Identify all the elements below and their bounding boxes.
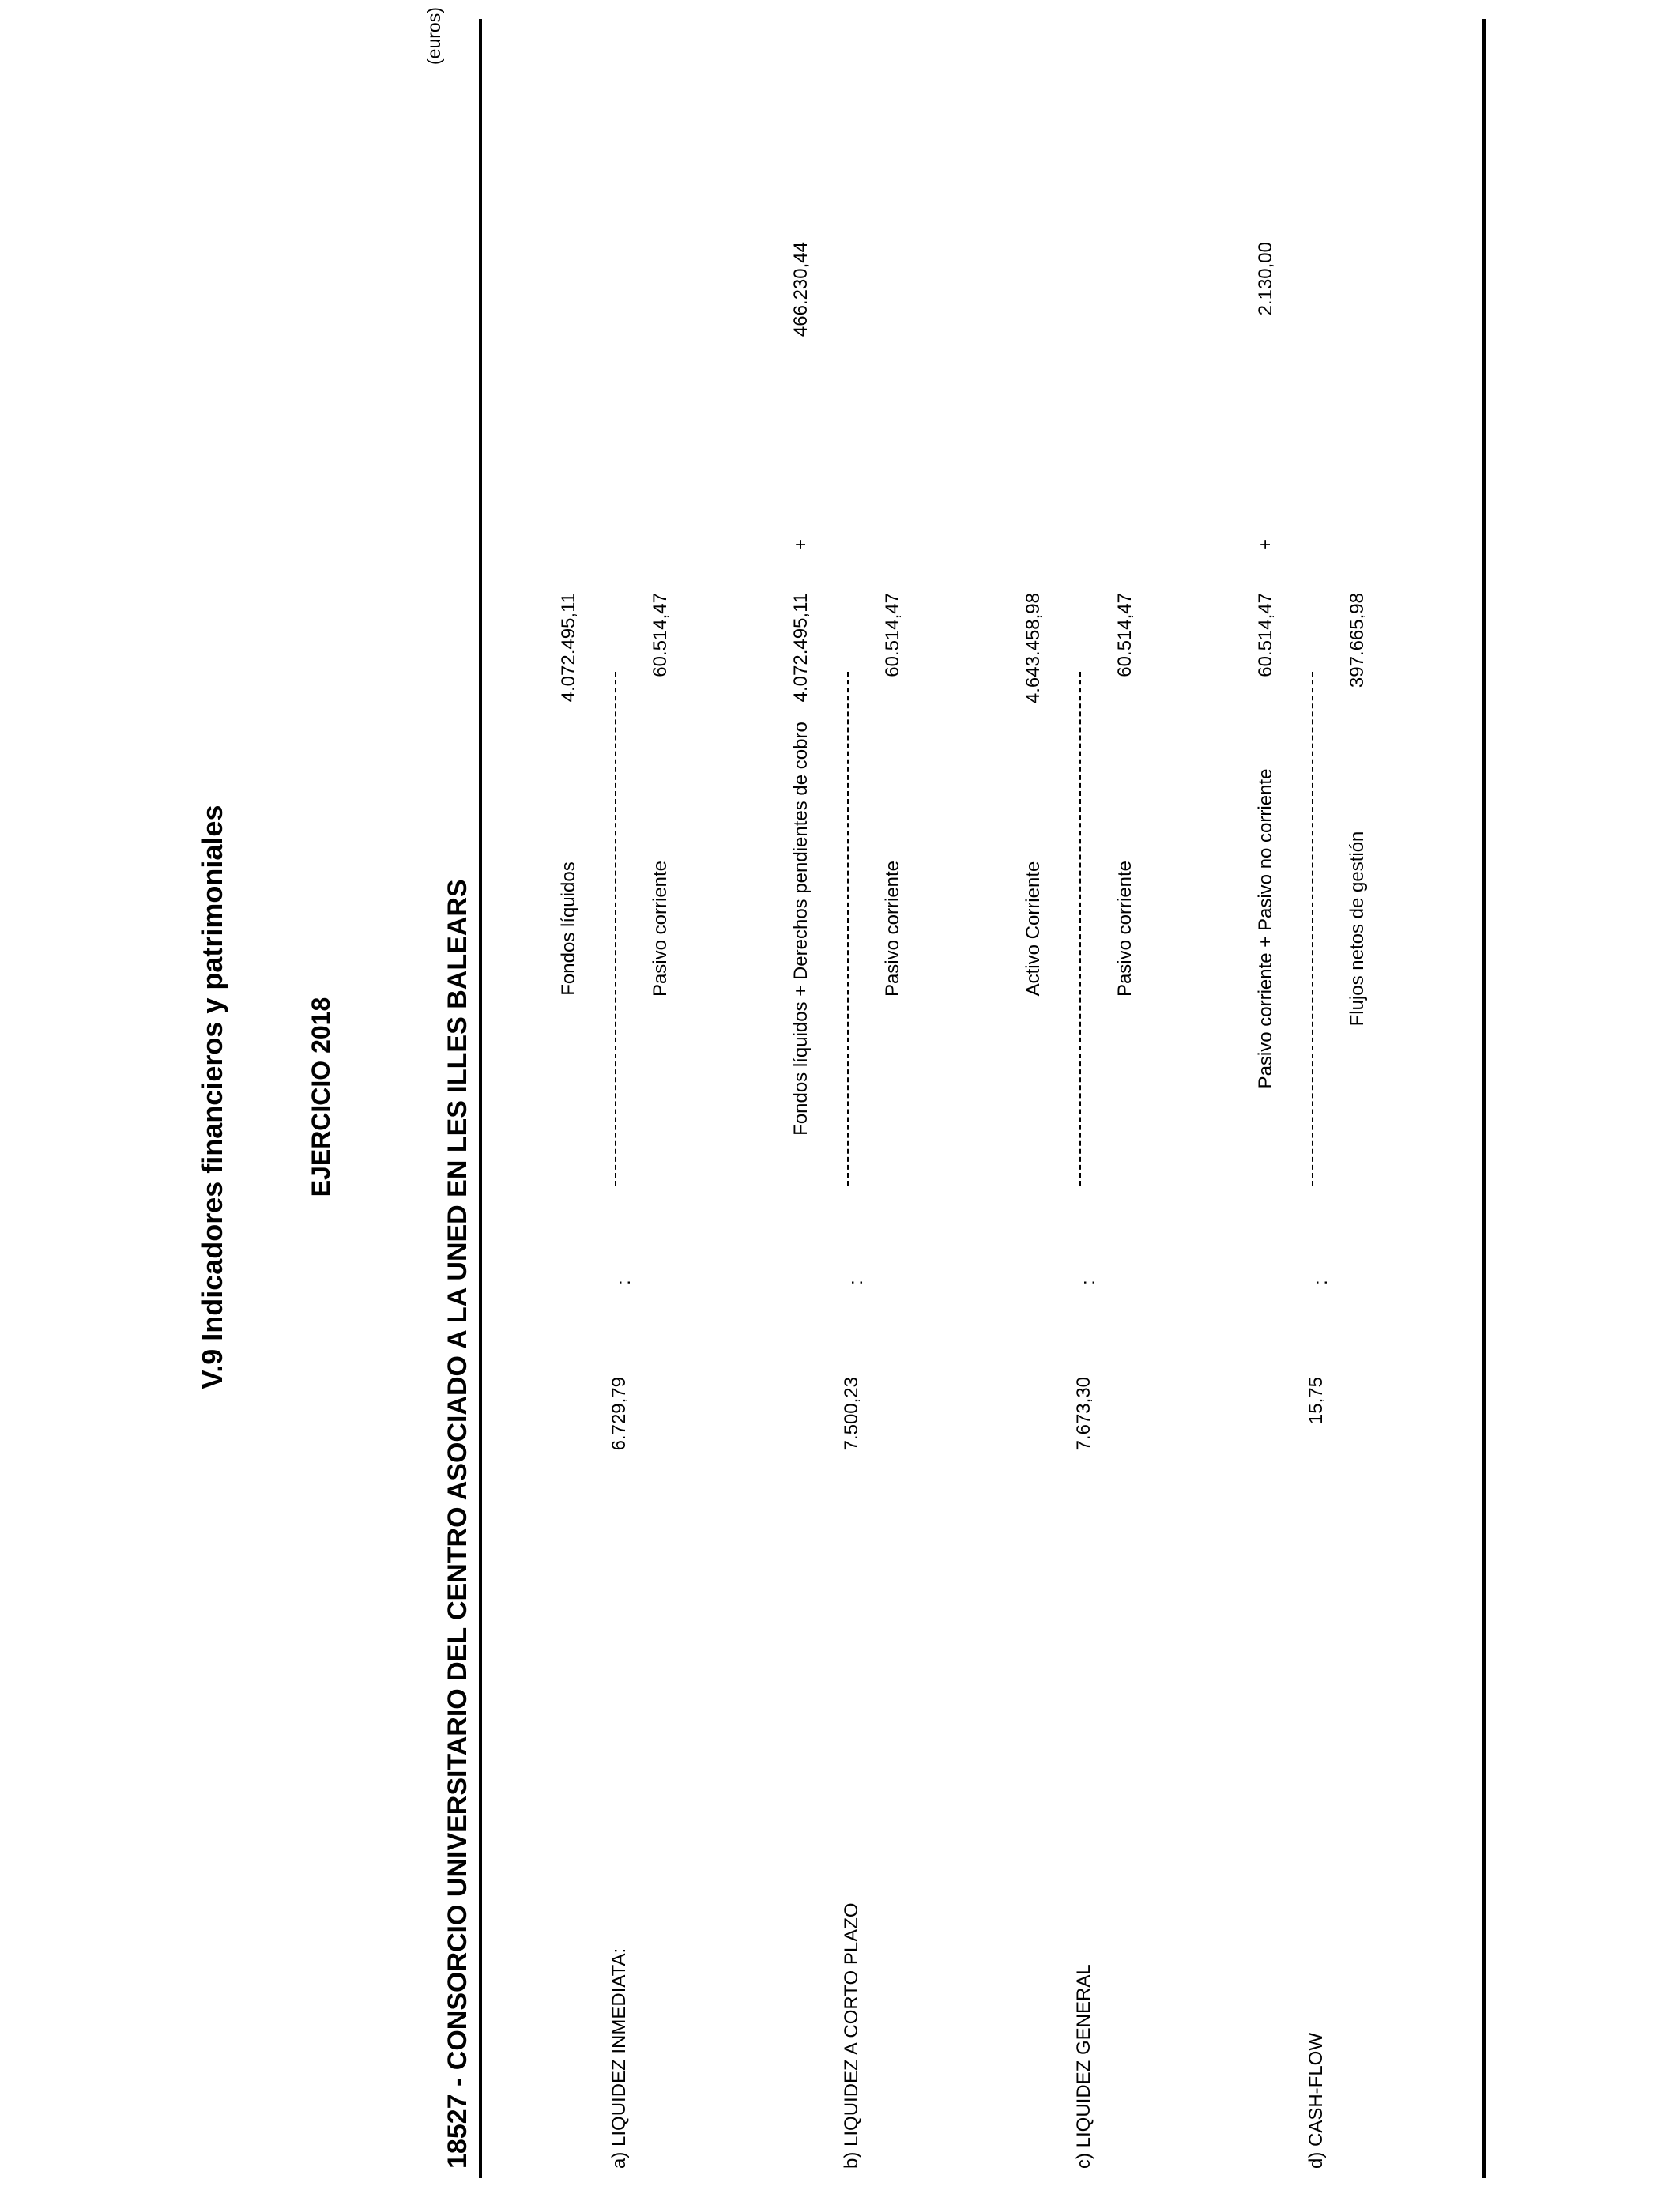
numerator-value-2: 466.230,44 <box>790 242 812 337</box>
denominator-value: 60.514,47 <box>650 593 671 677</box>
indicator-label: a) LIQUIDEZ INMEDIATA: <box>608 1947 630 2169</box>
denominator-value: 397.665,98 <box>1347 593 1368 688</box>
fraction-line <box>1079 672 1081 1186</box>
entity-name: 18527 - CONSORCIO UNIVERSITARIO DEL CENTRO ASOCIADO A LA UNED EN LES ILLES BALEARS <box>443 879 473 2169</box>
indicator-colon: : <box>846 1280 867 1285</box>
fraction-line <box>615 672 616 1186</box>
units-label: (euros) <box>424 7 444 65</box>
denominator-label: Pasivo corriente <box>650 860 671 997</box>
indicator-label: d) CASH-FLOW <box>1305 2032 1327 2169</box>
numerator-value-2: 2.130,00 <box>1255 242 1276 316</box>
indicator-result: 6.729,79 <box>608 1377 630 1451</box>
page-title: V.9 Indicadores financieros y patrimoniales <box>196 805 228 1389</box>
numerator-label: Activo Corriente <box>1023 861 1044 997</box>
numerator-value: 4.643.458,98 <box>1023 593 1044 704</box>
plus-sign: + <box>1255 538 1276 550</box>
denominator-value: 60.514,47 <box>1114 593 1136 677</box>
indicator-label: c) LIQUIDEZ GENERAL <box>1073 1964 1094 2169</box>
indicator-result: 7.500,23 <box>841 1377 862 1451</box>
denominator-label: Pasivo corriente <box>1114 860 1136 997</box>
numerator-label: Fondos líquidos <box>558 861 579 996</box>
fraction-line <box>1312 672 1313 1186</box>
denominator-label: Pasivo corriente <box>882 860 903 997</box>
fraction-line <box>847 672 849 1186</box>
indicator-colon: : <box>1310 1280 1332 1285</box>
page-subtitle: EJERCICIO 2018 <box>307 997 335 1197</box>
numerator-value: 4.072.495,11 <box>558 593 579 703</box>
numerator-label: Pasivo corriente + Pasivo no corriente <box>1255 768 1276 1089</box>
numerator-value: 4.072.495,11 <box>790 593 812 703</box>
indicator-colon: : <box>1078 1280 1099 1285</box>
numerator-label: Fondos líquidos + Derechos pendientes de cobro <box>790 722 812 1136</box>
indicator-colon: : <box>613 1280 635 1285</box>
indicator-result: 7.673,30 <box>1073 1377 1094 1451</box>
indicator-result: 15,75 <box>1305 1377 1327 1425</box>
denominator-value: 60.514,47 <box>882 593 903 677</box>
indicator-label: b) LIQUIDEZ A CORTO PLAZO <box>841 1902 862 2169</box>
bottom-rule <box>1482 19 1486 2178</box>
top-rule <box>479 19 482 2178</box>
plus-sign: + <box>790 538 812 550</box>
denominator-label: Flujos netos de gestión <box>1347 831 1368 1027</box>
numerator-value: 60.514,47 <box>1255 593 1276 677</box>
